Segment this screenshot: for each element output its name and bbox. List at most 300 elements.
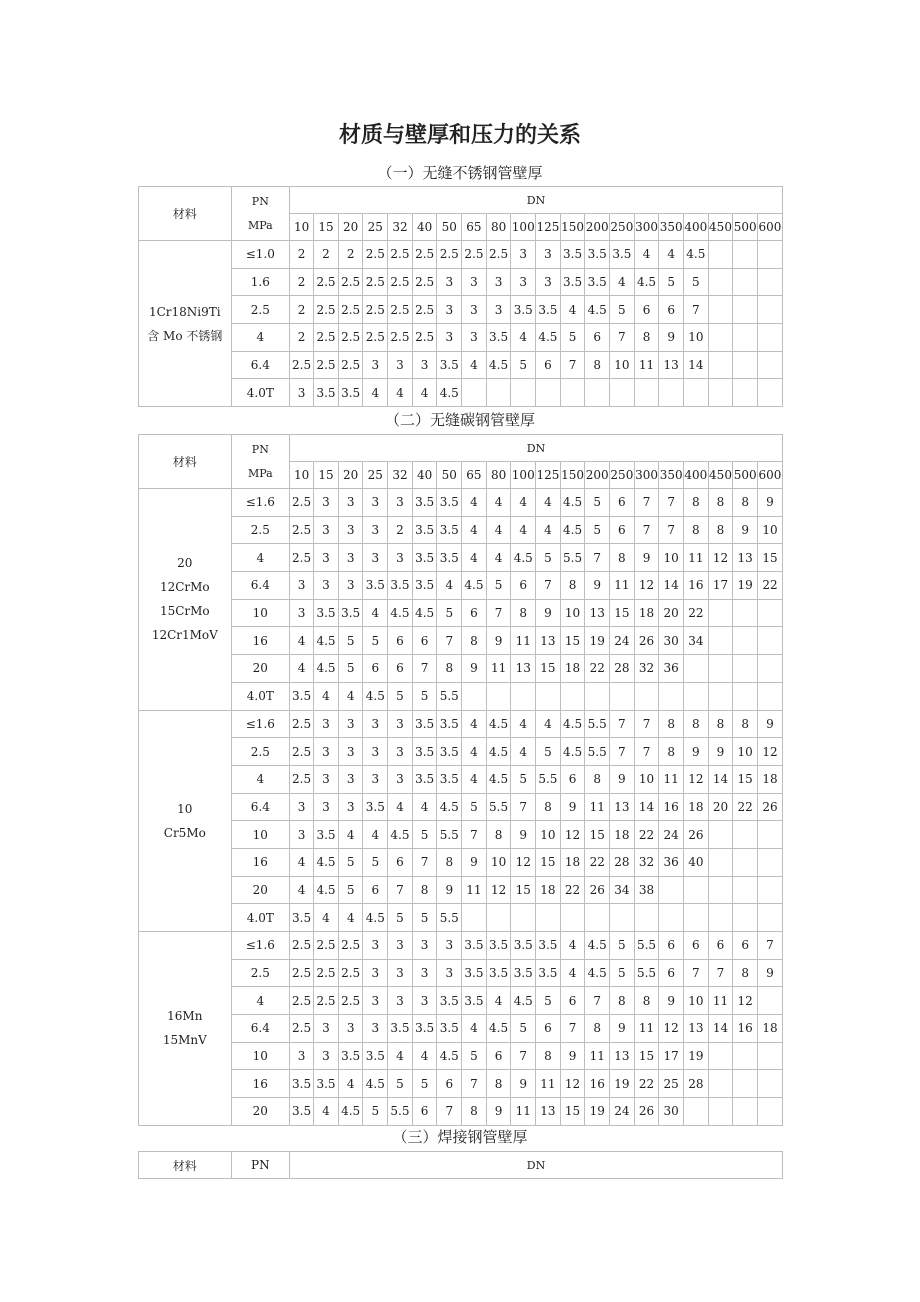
table-row <box>139 710 783 738</box>
thickness-cell: 4 <box>560 959 585 987</box>
pn-value: 16 <box>231 627 289 655</box>
pn-value: 6.4 <box>231 351 289 379</box>
thickness-cell: 5 <box>511 1015 536 1043</box>
thickness-cell: 6 <box>733 932 758 960</box>
thickness-cell: 3 <box>314 516 339 544</box>
thickness-cell: 28 <box>610 655 635 683</box>
thickness-cell: 3.5 <box>511 296 536 324</box>
table-row <box>139 544 783 572</box>
material-name: 12Cr1MoV <box>151 628 218 643</box>
thickness-cell: 4 <box>338 904 363 932</box>
thickness-cell: 4 <box>486 516 511 544</box>
table-row <box>139 765 783 793</box>
thickness-cell: 8 <box>659 738 684 766</box>
thickness-cell: 3 <box>388 987 413 1015</box>
thickness-cell: 8 <box>462 1098 487 1126</box>
thickness-cell: 11 <box>634 1015 659 1043</box>
dn-header: DN <box>290 435 783 462</box>
thickness-cell: 9 <box>486 627 511 655</box>
thickness-cell: 3.5 <box>462 987 487 1015</box>
thickness-cell: 2.5 <box>338 268 363 296</box>
thickness-cell: 2.5 <box>388 296 413 324</box>
thickness-cell: 20 <box>708 793 733 821</box>
dn-size-header: 125 <box>536 462 561 489</box>
thickness-cell: 8 <box>634 987 659 1015</box>
thickness-cell: 9 <box>462 655 487 683</box>
thickness-cell: 7 <box>437 1098 462 1126</box>
thickness-cell: 3 <box>314 710 339 738</box>
thickness-cell: 9 <box>684 738 709 766</box>
thickness-cell: 5 <box>338 627 363 655</box>
pn-value: 6.4 <box>231 572 289 600</box>
thickness-cell: 6 <box>560 987 585 1015</box>
thickness-cell: 2.5 <box>363 268 388 296</box>
thickness-cell: 4.5 <box>314 876 339 904</box>
thickness-cell: 4 <box>634 241 659 269</box>
wall-thickness-table <box>138 434 783 1126</box>
thickness-cell <box>733 876 758 904</box>
thickness-cell: 3 <box>388 959 413 987</box>
thickness-cell: 4 <box>290 655 314 683</box>
table-row <box>139 379 783 407</box>
thickness-cell: 22 <box>634 821 659 849</box>
thickness-cell: 26 <box>757 793 782 821</box>
thickness-cell: 9 <box>708 738 733 766</box>
thickness-cell: 3.5 <box>314 379 339 407</box>
thickness-cell: 5 <box>610 296 635 324</box>
thickness-cell <box>610 904 635 932</box>
thickness-cell: 3 <box>486 268 511 296</box>
thickness-cell: 12 <box>560 1070 585 1098</box>
thickness-cell: 22 <box>733 793 758 821</box>
table-row <box>139 655 783 683</box>
pn-value: 4 <box>231 765 289 793</box>
dn-size-header: 250 <box>610 214 635 241</box>
thickness-cell: 9 <box>437 876 462 904</box>
thickness-cell: 2.5 <box>363 241 388 269</box>
thickness-cell: 15 <box>536 848 561 876</box>
thickness-cell: 10 <box>733 738 758 766</box>
table-row <box>139 1042 783 1070</box>
wall-thickness-table <box>138 186 783 407</box>
thickness-cell: 4.5 <box>486 710 511 738</box>
dn-size-header: 350 <box>659 462 684 489</box>
thickness-cell: 3.5 <box>437 1015 462 1043</box>
thickness-cell: 25 <box>659 1070 684 1098</box>
thickness-cell: 24 <box>659 821 684 849</box>
thickness-cell: 5 <box>462 1042 487 1070</box>
thickness-cell: 3 <box>363 959 388 987</box>
thickness-cell: 3 <box>314 738 339 766</box>
thickness-cell: 4.5 <box>585 959 610 987</box>
thickness-cell: 36 <box>659 848 684 876</box>
thickness-cell: 5 <box>412 1070 437 1098</box>
thickness-cell: 4 <box>290 876 314 904</box>
thickness-cell: 4.5 <box>437 793 462 821</box>
thickness-cell: 15 <box>757 544 782 572</box>
thickness-cell: 19 <box>585 1098 610 1126</box>
thickness-cell: 13 <box>536 1098 561 1126</box>
thickness-cell: 5.5 <box>437 682 462 710</box>
thickness-cell <box>733 821 758 849</box>
thickness-cell: 3.5 <box>290 1098 314 1126</box>
thickness-cell: 8 <box>684 489 709 517</box>
thickness-cell <box>684 655 709 683</box>
thickness-cell: 4.5 <box>388 599 413 627</box>
thickness-cell: 4 <box>290 848 314 876</box>
thickness-cell: 3.5 <box>437 516 462 544</box>
thickness-cell: 7 <box>560 351 585 379</box>
thickness-cell <box>486 682 511 710</box>
thickness-cell: 5 <box>388 682 413 710</box>
pn-value: 16 <box>231 848 289 876</box>
table-row <box>139 296 783 324</box>
thickness-cell <box>757 987 782 1015</box>
thickness-cell: 22 <box>585 655 610 683</box>
thickness-cell <box>757 324 782 352</box>
thickness-cell: 5.5 <box>585 710 610 738</box>
thickness-cell: 3.5 <box>486 932 511 960</box>
thickness-cell: 6 <box>585 324 610 352</box>
thickness-cell: 3.5 <box>437 351 462 379</box>
material-name: 含 Mo 不锈钢 <box>147 328 223 343</box>
material-cell <box>139 932 232 1126</box>
thickness-cell: 3 <box>437 296 462 324</box>
thickness-cell: 3.5 <box>536 959 561 987</box>
thickness-cell: 17 <box>708 572 733 600</box>
thickness-cell: 3 <box>314 765 339 793</box>
thickness-cell: 5 <box>486 572 511 600</box>
thickness-cell: 7 <box>462 821 487 849</box>
thickness-cell: 11 <box>536 1070 561 1098</box>
thickness-cell: 6 <box>708 932 733 960</box>
thickness-cell: 15 <box>560 1098 585 1126</box>
thickness-cell <box>610 379 635 407</box>
thickness-cell: 7 <box>462 1070 487 1098</box>
thickness-cell: 26 <box>634 1098 659 1126</box>
thickness-cell: 10 <box>684 987 709 1015</box>
thickness-cell: 5 <box>536 987 561 1015</box>
dn-size-header: 400 <box>684 214 709 241</box>
dn-size-header: 25 <box>363 214 388 241</box>
thickness-cell: 3 <box>338 544 363 572</box>
thickness-cell: 4.5 <box>314 848 339 876</box>
thickness-cell: 6 <box>659 959 684 987</box>
thickness-cell <box>757 904 782 932</box>
material-name: 12CrMo <box>159 580 210 595</box>
thickness-cell: 3.5 <box>338 379 363 407</box>
thickness-cell: 4 <box>388 1042 413 1070</box>
thickness-cell: 11 <box>708 987 733 1015</box>
thickness-cell: 5 <box>462 793 487 821</box>
thickness-cell: 3 <box>290 1042 314 1070</box>
thickness-cell <box>708 324 733 352</box>
dn-size-header: 65 <box>462 462 487 489</box>
thickness-cell: 8 <box>610 544 635 572</box>
dn-size-header: 125 <box>536 214 561 241</box>
thickness-cell: 18 <box>634 599 659 627</box>
thickness-cell: 4.5 <box>634 268 659 296</box>
thickness-cell: 8 <box>585 765 610 793</box>
thickness-cell: 7 <box>388 876 413 904</box>
table-row <box>139 987 783 1015</box>
dn-size-header: 32 <box>388 214 413 241</box>
thickness-cell: 11 <box>585 1042 610 1070</box>
table-row <box>139 959 783 987</box>
pn-value: 16 <box>231 1070 289 1098</box>
thickness-cell: 3.5 <box>462 959 487 987</box>
thickness-cell: 4 <box>314 904 339 932</box>
thickness-cell <box>462 682 487 710</box>
thickness-cell: 3.5 <box>388 572 413 600</box>
thickness-cell <box>708 848 733 876</box>
thickness-cell: 8 <box>585 351 610 379</box>
thickness-cell: 10 <box>486 848 511 876</box>
thickness-cell: 2.5 <box>388 324 413 352</box>
thickness-cell: 5.5 <box>536 765 561 793</box>
thickness-cell: 22 <box>684 599 709 627</box>
pn-value: 4.0T <box>231 904 289 932</box>
thickness-cell: 6 <box>634 296 659 324</box>
thickness-cell <box>511 904 536 932</box>
dn-size-header: 500 <box>733 462 758 489</box>
thickness-cell <box>462 904 487 932</box>
thickness-cell <box>708 655 733 683</box>
thickness-cell: 4.5 <box>560 710 585 738</box>
dn-size-header: 350 <box>659 214 684 241</box>
thickness-cell <box>733 324 758 352</box>
table-row <box>139 821 783 849</box>
pn-value: ≤1.6 <box>231 932 289 960</box>
thickness-cell: 3 <box>290 572 314 600</box>
thickness-cell <box>536 379 561 407</box>
material-name: 16Mn <box>167 1009 203 1024</box>
thickness-cell: 4.5 <box>684 241 709 269</box>
thickness-cell: 8 <box>733 959 758 987</box>
thickness-cell: 30 <box>659 627 684 655</box>
thickness-cell <box>708 296 733 324</box>
thickness-cell: 5 <box>363 848 388 876</box>
thickness-cell: 3.5 <box>314 599 339 627</box>
thickness-cell: 3 <box>388 544 413 572</box>
thickness-cell: 5 <box>412 904 437 932</box>
thickness-cell: 4 <box>363 379 388 407</box>
thickness-cell: 3.5 <box>585 268 610 296</box>
thickness-cell <box>757 655 782 683</box>
thickness-cell: 2.5 <box>314 268 339 296</box>
thickness-cell: 14 <box>684 351 709 379</box>
pn-value: ≤1.6 <box>231 489 289 517</box>
thickness-cell: 10 <box>536 821 561 849</box>
dn-size-header: 150 <box>560 462 585 489</box>
thickness-cell: 5.5 <box>634 932 659 960</box>
thickness-cell: 5.5 <box>560 544 585 572</box>
thickness-cell: 2.5 <box>338 351 363 379</box>
thickness-cell: 9 <box>462 848 487 876</box>
thickness-cell: 7 <box>634 516 659 544</box>
thickness-cell: 3.5 <box>338 1042 363 1070</box>
thickness-cell <box>733 296 758 324</box>
thickness-cell: 38 <box>634 876 659 904</box>
thickness-cell: 6 <box>684 932 709 960</box>
dn-size-header: 250 <box>610 462 635 489</box>
thickness-cell: 5 <box>338 655 363 683</box>
thickness-cell: 5 <box>388 904 413 932</box>
thickness-cell: 8 <box>486 821 511 849</box>
thickness-cell: 2 <box>338 241 363 269</box>
thickness-cell: 18 <box>757 1015 782 1043</box>
thickness-cell: 7 <box>610 710 635 738</box>
thickness-cell: 26 <box>634 627 659 655</box>
thickness-cell: 16 <box>659 793 684 821</box>
thickness-cell: 3 <box>338 710 363 738</box>
thickness-cell: 3 <box>363 738 388 766</box>
thickness-cell <box>757 268 782 296</box>
thickness-cell: 9 <box>757 959 782 987</box>
thickness-cell: 3 <box>388 738 413 766</box>
thickness-cell: 3 <box>314 572 339 600</box>
thickness-cell: 28 <box>684 1070 709 1098</box>
thickness-cell: 4.5 <box>585 296 610 324</box>
thickness-cell: 4 <box>462 738 487 766</box>
thickness-cell <box>560 682 585 710</box>
thickness-cell: 4 <box>388 793 413 821</box>
thickness-cell: 2.5 <box>363 296 388 324</box>
thickness-cell: 4 <box>412 379 437 407</box>
thickness-cell: 8 <box>684 516 709 544</box>
thickness-cell: 9 <box>560 793 585 821</box>
thickness-cell <box>536 904 561 932</box>
thickness-cell: 7 <box>610 738 635 766</box>
thickness-cell: 5 <box>560 324 585 352</box>
thickness-cell: 3.5 <box>290 682 314 710</box>
thickness-cell: 7 <box>757 932 782 960</box>
pn-header: PN <box>231 1152 289 1179</box>
thickness-cell <box>659 904 684 932</box>
material-header: 材料 <box>139 187 232 241</box>
thickness-cell: 5 <box>412 682 437 710</box>
thickness-cell: 4.5 <box>486 1015 511 1043</box>
thickness-cell <box>757 379 782 407</box>
dn-size-header: 50 <box>437 214 462 241</box>
thickness-cell: 6 <box>659 296 684 324</box>
pn-value: 2.5 <box>231 959 289 987</box>
thickness-cell: 7 <box>437 627 462 655</box>
thickness-cell: 32 <box>634 848 659 876</box>
dn-header: DN <box>290 1152 783 1179</box>
pn-value: 2.5 <box>231 738 289 766</box>
thickness-cell <box>684 876 709 904</box>
thickness-cell: 3.5 <box>437 987 462 1015</box>
thickness-cell <box>684 379 709 407</box>
thickness-cell: 2.5 <box>290 351 314 379</box>
thickness-cell: 20 <box>659 599 684 627</box>
dn-size-header: 100 <box>511 462 536 489</box>
thickness-cell: 19 <box>610 1070 635 1098</box>
thickness-cell: 34 <box>684 627 709 655</box>
pn-value: 4 <box>231 987 289 1015</box>
thickness-cell: 4 <box>511 489 536 517</box>
thickness-cell: 5 <box>412 821 437 849</box>
thickness-cell: 8 <box>708 489 733 517</box>
thickness-cell: 2.5 <box>290 987 314 1015</box>
table-row <box>139 1070 783 1098</box>
thickness-cell: 3.5 <box>511 932 536 960</box>
wall-thickness-table <box>138 1151 783 1179</box>
thickness-cell <box>585 379 610 407</box>
thickness-cell: 14 <box>659 572 684 600</box>
thickness-cell: 3 <box>363 710 388 738</box>
dn-size-header: 65 <box>462 214 487 241</box>
thickness-cell: 4 <box>338 1070 363 1098</box>
thickness-cell: 3 <box>511 268 536 296</box>
thickness-cell: 3 <box>437 959 462 987</box>
thickness-cell: 9 <box>560 1042 585 1070</box>
thickness-cell: 4 <box>363 599 388 627</box>
thickness-cell: 3 <box>462 268 487 296</box>
thickness-cell: 3 <box>314 1042 339 1070</box>
thickness-cell <box>536 682 561 710</box>
thickness-cell: 5.5 <box>486 793 511 821</box>
dn-size-header: 32 <box>388 462 413 489</box>
thickness-cell: 4 <box>338 821 363 849</box>
thickness-cell: 3.5 <box>314 821 339 849</box>
thickness-cell <box>733 682 758 710</box>
thickness-cell: 11 <box>634 351 659 379</box>
table-row <box>139 1098 783 1126</box>
thickness-cell <box>757 627 782 655</box>
thickness-cell <box>757 848 782 876</box>
thickness-cell: 3 <box>388 351 413 379</box>
thickness-cell: 6 <box>388 627 413 655</box>
thickness-cell: 3 <box>437 932 462 960</box>
thickness-cell <box>708 1070 733 1098</box>
thickness-cell: 3 <box>363 932 388 960</box>
thickness-cell: 5 <box>363 627 388 655</box>
thickness-cell: 4 <box>363 821 388 849</box>
thickness-cell: 30 <box>659 1098 684 1126</box>
thickness-cell: 5.5 <box>437 821 462 849</box>
table-row <box>139 489 783 517</box>
thickness-cell: 16 <box>684 572 709 600</box>
thickness-cell: 12 <box>733 987 758 1015</box>
thickness-cell <box>708 876 733 904</box>
table-row <box>139 1015 783 1043</box>
thickness-cell: 3 <box>363 765 388 793</box>
thickness-cell <box>708 1098 733 1126</box>
table-row <box>139 876 783 904</box>
thickness-cell <box>733 599 758 627</box>
thickness-cell <box>733 379 758 407</box>
thickness-cell <box>560 379 585 407</box>
thickness-cell: 12 <box>511 848 536 876</box>
thickness-cell: 8 <box>733 710 758 738</box>
thickness-cell: 4.5 <box>486 765 511 793</box>
thickness-cell: 4 <box>536 489 561 517</box>
thickness-cell: 3 <box>388 765 413 793</box>
thickness-cell: 9 <box>486 1098 511 1126</box>
thickness-cell <box>733 904 758 932</box>
dn-size-header: 450 <box>708 462 733 489</box>
thickness-cell: 2.5 <box>290 765 314 793</box>
thickness-cell: 7 <box>634 489 659 517</box>
thickness-cell: 5 <box>363 1098 388 1126</box>
thickness-cell: 4 <box>486 987 511 1015</box>
thickness-cell: 2 <box>314 241 339 269</box>
table-row <box>139 241 783 269</box>
table-row <box>139 738 783 766</box>
thickness-cell: 4 <box>659 241 684 269</box>
